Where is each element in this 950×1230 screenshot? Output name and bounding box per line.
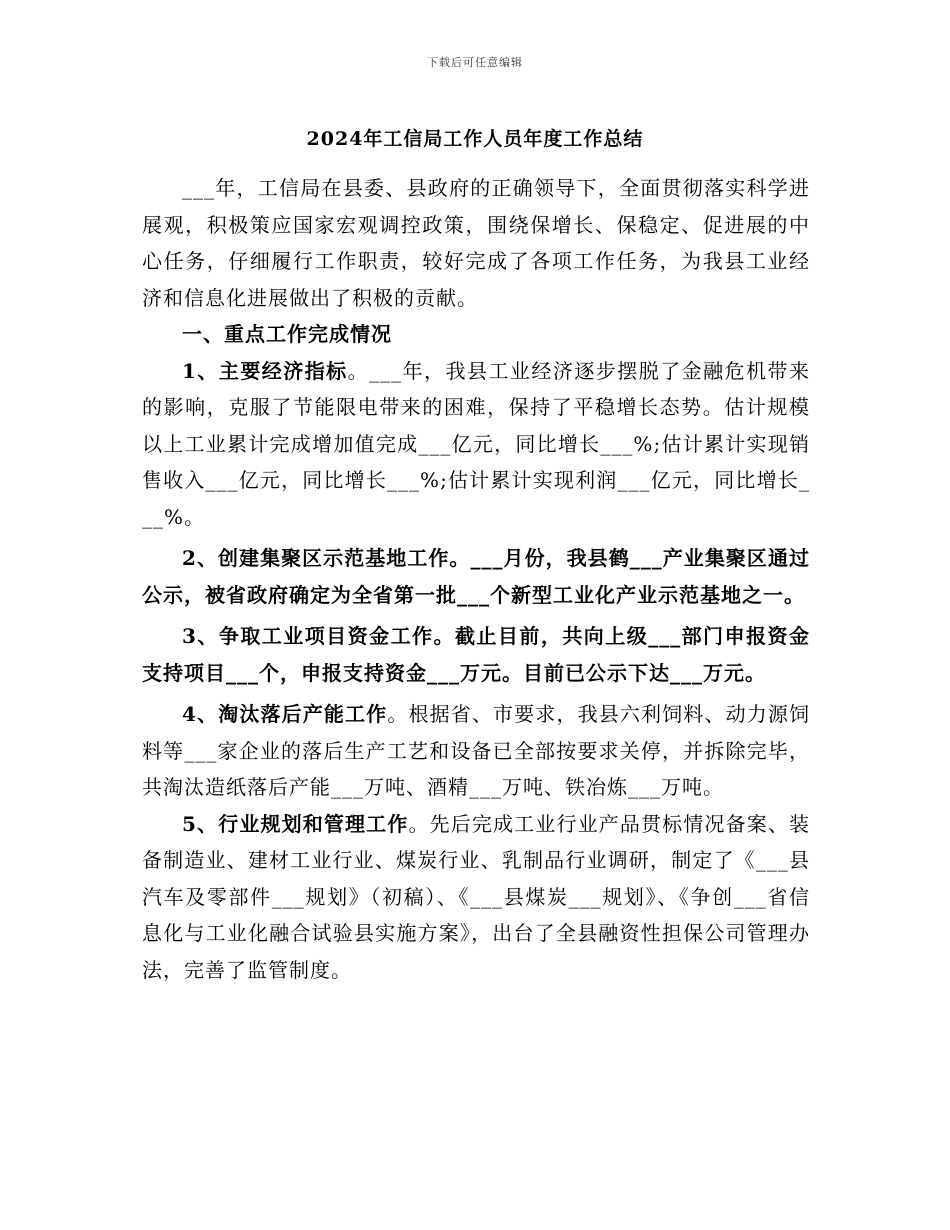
item-paragraph-4 [142, 696, 810, 806]
item-lead: 1、主要经济指标 [182, 358, 348, 383]
item-paragraph-1 [142, 353, 810, 536]
item-body: 。___月份，我县鹤___产业集聚区通过公示，被省政府确定为全省第一批___个新型工业化产业示范基地之一。 [142, 546, 810, 607]
item-paragraph-3 [142, 618, 810, 691]
item-paragraph-5 [142, 806, 810, 989]
item-lead: 4、淘汰落后产能工作 [182, 702, 388, 726]
item-lead: 3、争取工业项目资金工作 [182, 624, 434, 648]
document-body [142, 170, 810, 988]
header-note: 下载后可任意编辑 [427, 56, 523, 69]
item-lead: 2、创建集聚区示范基地工作 [182, 546, 450, 570]
section-heading: 一、重点工作完成情况 [182, 322, 392, 346]
item-body: 。___年，我县工业经济逐步摆脱了金融危机带来的影响，克服了节能限电带来的困难，保持了平稳增长态势。估计规模以上工业累计完成增加值完成___亿元，同比增长___%;估计累计实现销售收入___亿元，同比增长___%;估计累计实现利润___亿元，同比增长___%。 [142, 358, 810, 529]
document-title: 2024年工信局工作人员年度工作总结 [306, 128, 644, 150]
item-lead: 5、行业规划和管理工作 [182, 811, 409, 836]
item-paragraph-2 [142, 540, 810, 613]
item-body: 。根据省、市要求，我县六利饲料、动力源饲料等___家企业的落后生产工艺和设备已全部按要求关停，并拆除完毕，共淘汰造纸落后产能___万吨、酒精___万吨、铁冶炼___万吨。 [142, 702, 810, 799]
item-body: 。先后完成工业行业产品贯标情况备案、装备制造业、建材工业行业、煤炭行业、乳制品行业调研，制定了《___县汽车及零部件___规划》（初稿）、《___县煤炭___规划》、《争创___省信息化与工业化融合试验县实施方案》，出台了全县融资性担保公司管理办法，完善了监管制度。 [142, 811, 810, 982]
intro-paragraph: ___年，工信局在县委、县政府的正确领导下，全面贯彻落实科学进展观，积极策应国家宏观调控政策，围绕保增长、保稳定、促进展的中心任务，仔细履行工作职责，较好完成了各项工作任务，为我县工业经济和信息化进展做出了积极的贡献。 [142, 176, 810, 310]
item-body: 。截止目前，共向上级___部门申报资金支持项目___个，申报支持资金___万元。目前已公示下达___万元。 [142, 624, 811, 685]
